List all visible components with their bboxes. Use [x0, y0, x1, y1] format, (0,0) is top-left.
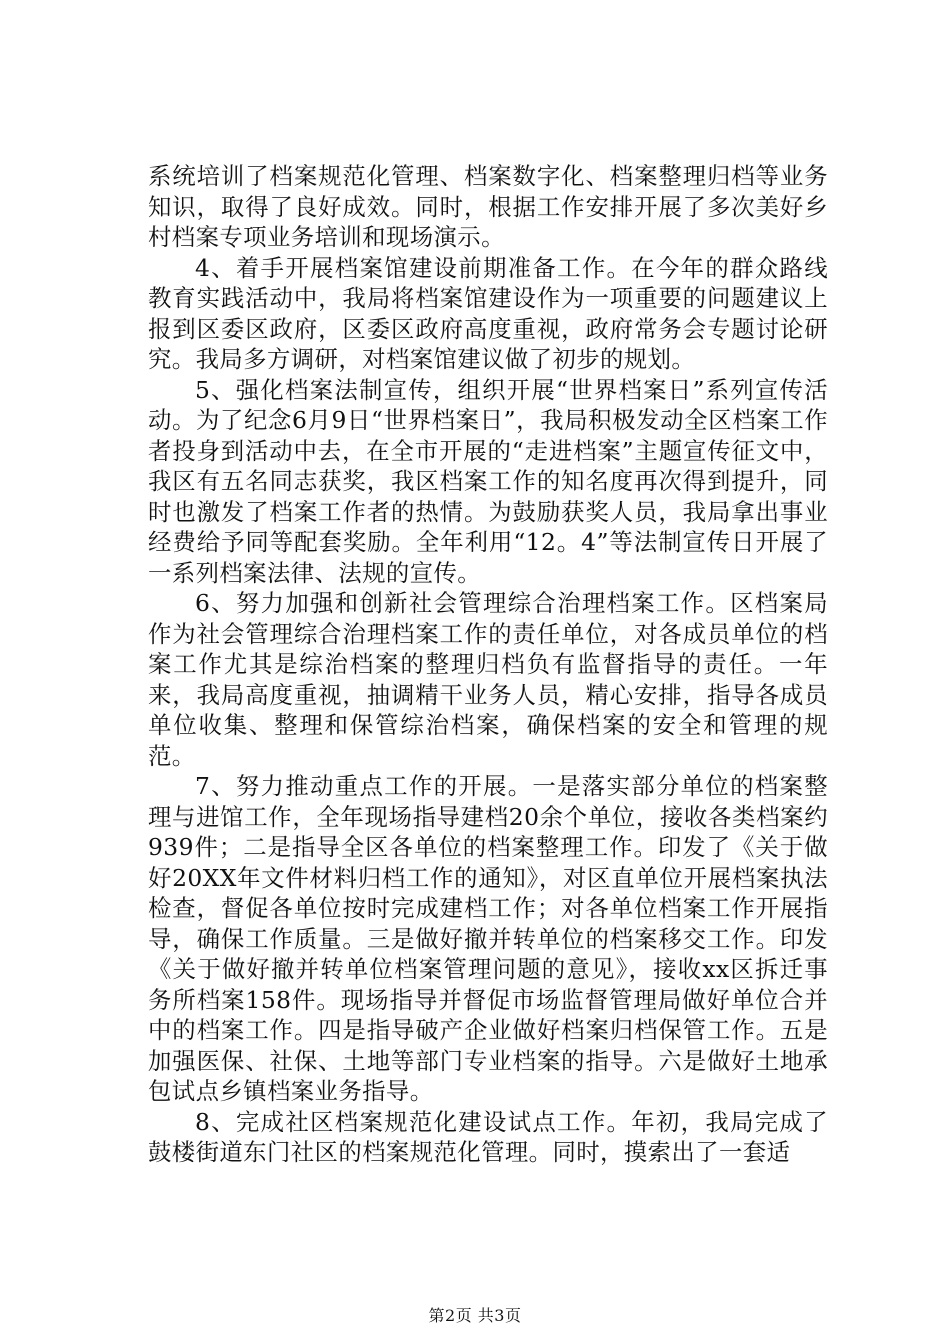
- paragraph-2: 4、着手开展档案馆建设前期准备工作。在今年的群众路线教育实践活动中，我局将档案馆建设作为一项重要的问题建议上报到区委区政府，区委区政府高度重视，政府常务会专题讨论研究。我局多方调研，对档案馆建议做了初步的规划。: [148, 253, 828, 373]
- paragraph-5: 7、努力推动重点工作的开展。一是落实部分单位的档案整理与进馆工作，全年现场指导建档20余个单位，接收各类档案约939件；二是指导全区各单位的档案整理工作。印发了《关于做好20XX年文件材料归档工作的通知》，对区直单位开展档案执法检查，督促各单位按时完成建档工作；对各单位档案工作开展指导，确保工作质量。三是做好撤并转单位的档案移交工作。印发《关于做好撤并转单位档案管理问题的意见》，接收xx区拆迁事务所档案158件。现场指导并督促市场监督管理局做好单位合并中的档案工作。四是指导破产企业做好档案归档保管工作。五是加强医保、社保、土地等部门专业档案的指导。六是做好土地承包试点乡镇档案业务指导。: [148, 772, 828, 1105]
- paragraph-3: 5、强化档案法制宣传，组织开展“世界档案日”系列宣传活动。为了纪念6月9日“世界档案日”，我局积极发动全区档案工作者投身到活动中去，在全市开展的“走进档案”主题宣传征文中，我区有五名同志获奖，我区档案工作的知名度再次得到提升，同时也激发了档案工作者的热情。为鼓励获奖人员，我局拿出事业经费给予同等配套奖励。全年利用“12。4”等法制宣传日开展了一系列档案法律、法规的宣传。: [148, 375, 828, 587]
- paragraph-6: 8、完成社区档案规范化建设试点工作。年初，我局完成了鼓楼街道东门社区的档案规范化管理。同时，摸索出了一套适: [148, 1107, 828, 1166]
- paragraph-1: 系统培训了档案规范化管理、档案数字化、档案整理归档等业务知识，取得了良好成效。同时，根据工作安排开展了多次美好乡村档案专项业务培训和现场演示。: [148, 162, 828, 251]
- paragraph-4: 6、努力加强和创新社会管理综合治理档案工作。区档案局作为社会管理综合治理档案工作的责任单位，对各成员单位的档案工作尤其是综治档案的整理归档负有监督指导的责任。一年来，我局高度重视，抽调精干业务人员，精心安排，指导各成员单位收集、整理和保管综治档案，确保档案的安全和管理的规范。: [148, 589, 828, 770]
- document-body: [148, 161, 828, 1168]
- page-number-footer: 第2页 共3页: [428, 1306, 522, 1325]
